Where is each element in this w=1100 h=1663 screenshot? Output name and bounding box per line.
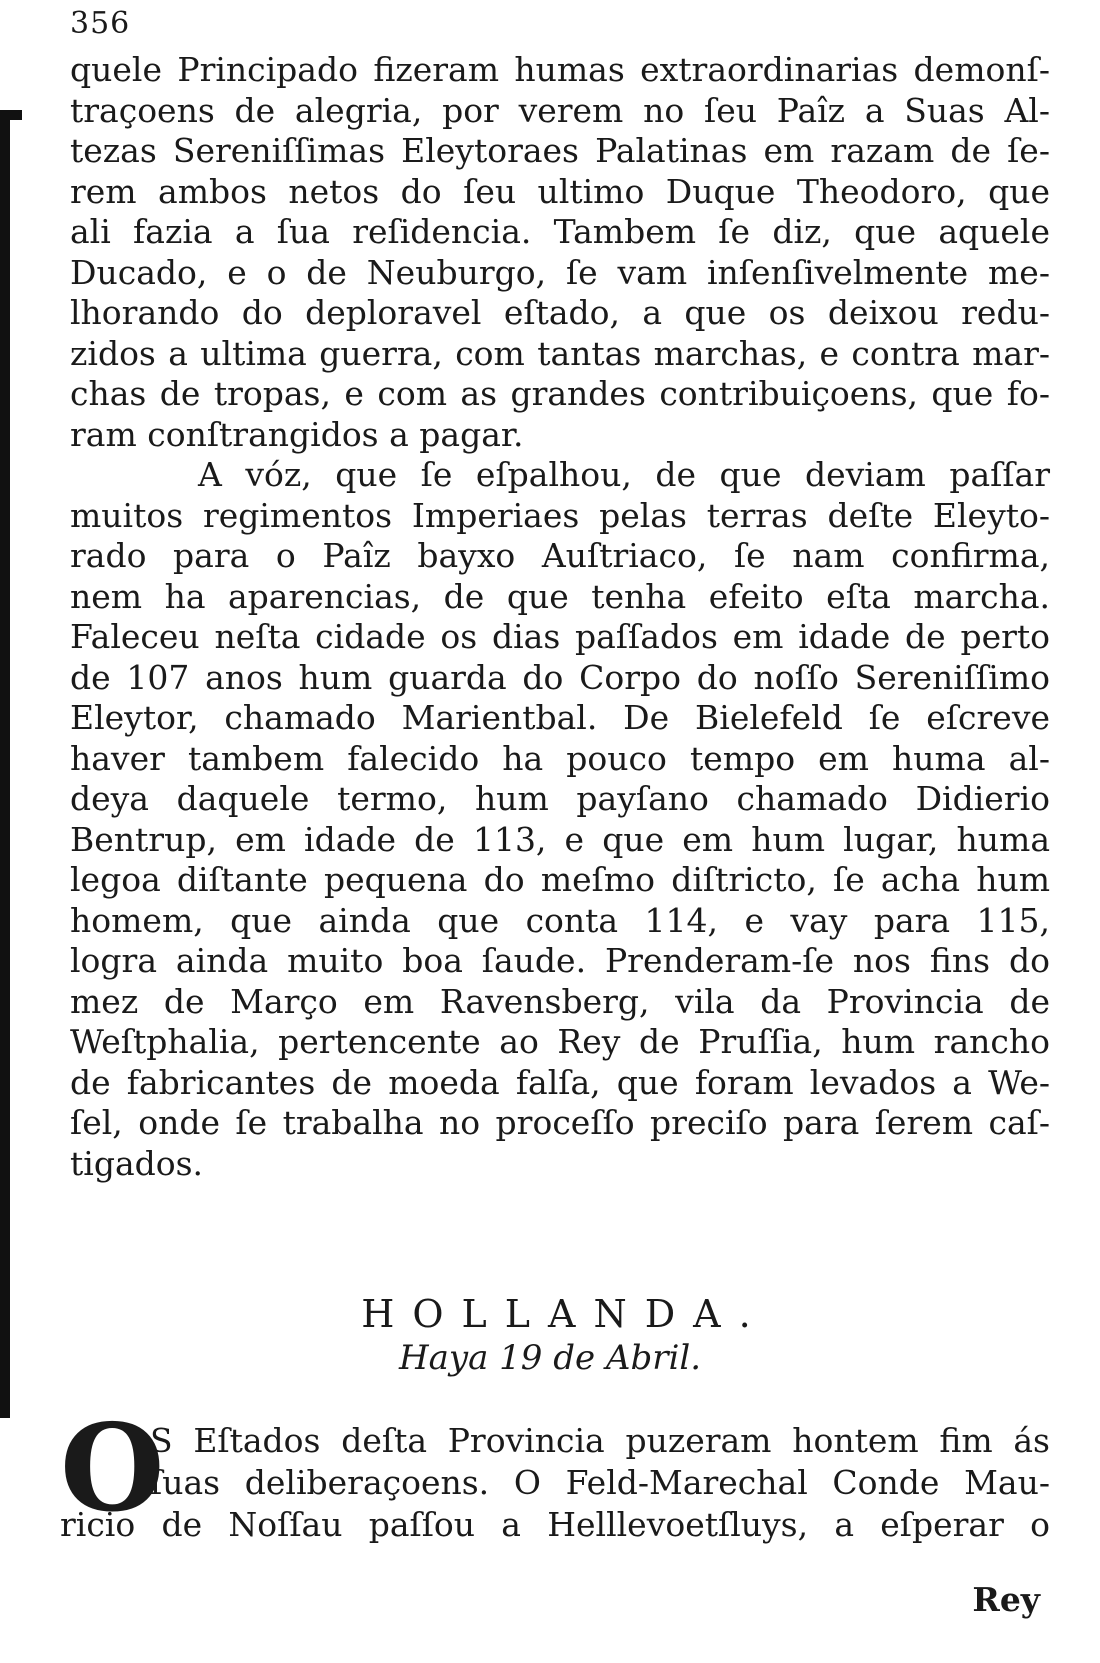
dateline: Haya 19 de Abril. xyxy=(398,1338,702,1378)
text-line: nem ha aparencias, de que tenha efeito eſta marcha. xyxy=(70,576,1050,616)
text-line: muitos regimentos Imperiaes pelas terras deſte Eleyto- xyxy=(70,495,1050,535)
body-text xyxy=(70,50,1050,1184)
text-line: traçoens de alegria, por verem no ſeu Paîz a Suas Al- xyxy=(70,90,1050,130)
text-line: ſel, onde ſe trabalha no proceſſo preciſo para ſerem caſ- xyxy=(70,1103,1050,1142)
text-line: tigados. xyxy=(70,1143,204,1183)
text-line: Ducado, e o de Neuburgo, ſe vam inſenſivelmente me- xyxy=(70,252,1050,292)
text-line: tezas Sereniſſimas Eleytoraes Palatinas em razam de ſe- xyxy=(70,131,1050,170)
text-line: lhorando do deploravel eſtado, a que os deixou redu- xyxy=(70,293,1050,332)
text-line: ſuas deliberaçoens. O Feld-Marechal Conde Mau- xyxy=(150,1463,1050,1502)
text-line: Eleytor, chamado Marientbal. De Bielefeld ſe eſcreve xyxy=(70,698,1050,737)
text-line: S Eſtados deſta Provincia puzeram hontem fim ás xyxy=(150,1421,1050,1460)
text-line: Bentrup, em idade de 113, e que em hum lugar, huma xyxy=(70,819,1050,859)
drop-cap: O xyxy=(60,1398,165,1539)
text-line: mez de Março em Ravensberg, vila da Provincia de xyxy=(70,981,1050,1021)
text-line: chas de tropas, e com as grandes contribuiçoens, que fo- xyxy=(70,374,1050,413)
text-line: de fabricantes de moeda falſa, que foram levados a We- xyxy=(70,1062,1050,1102)
text-line: de 107 anos hum guarda do Corpo do noſſo Sereniſſimo xyxy=(70,657,1050,697)
catchword: Rey xyxy=(972,1580,1040,1619)
section-heading xyxy=(0,1290,1100,1378)
news-paragraph xyxy=(60,1398,1050,1546)
text-line: haver tambem falecido ha pouco tempo em huma al- xyxy=(70,738,1050,778)
paragraph-2 xyxy=(70,455,1050,1184)
page-number: 356 xyxy=(70,6,131,41)
text-line: zidos a ultima guerra, com tantas marchas, e contra mar- xyxy=(70,333,1050,373)
text-line: ram conſtrangidos a pagar. xyxy=(70,414,524,454)
paragraph-1 xyxy=(70,50,1050,455)
text-line: ali fazia a ſua reſidencia. Tambem ſe diz, que aquele xyxy=(70,212,1050,251)
country-title: HOLLANDA. xyxy=(361,1292,769,1336)
text-line: quele Principado fizeram humas extraordinarias demonſ- xyxy=(70,50,1050,89)
text-line: logra ainda muito boa ſaude. Prenderam-ſe nos fins do xyxy=(70,941,1050,980)
binding-edge xyxy=(0,118,10,1418)
text-line: Faleceu neſta cidade os dias paſſados em idade de perto xyxy=(70,617,1050,656)
text-line: A vóz, que ſe eſpalhou, de que deviam paſſar xyxy=(198,455,1050,494)
text-line: ricio de Noſſau paſſou a Helllevoetſluys, a eſperar o xyxy=(60,1505,1050,1544)
text-line: rem ambos netos do ſeu ultimo Duque Theodoro, que xyxy=(70,171,1050,211)
text-line: Weſtphalia, pertencente ao Rey de Pruſſia, hum rancho xyxy=(70,1022,1050,1061)
text-line: legoa diſtante pequena do meſmo diſtricto, ſe acha hum xyxy=(70,860,1050,899)
text-line: rado para o Paîz bayxo Auſtriaco, ſe nam confirma, xyxy=(70,536,1050,575)
text-line: homem, que ainda que conta 114, e vay para 115, xyxy=(70,900,1050,940)
text-line: deya daquele termo, hum payſano chamado Didierio xyxy=(70,779,1050,818)
